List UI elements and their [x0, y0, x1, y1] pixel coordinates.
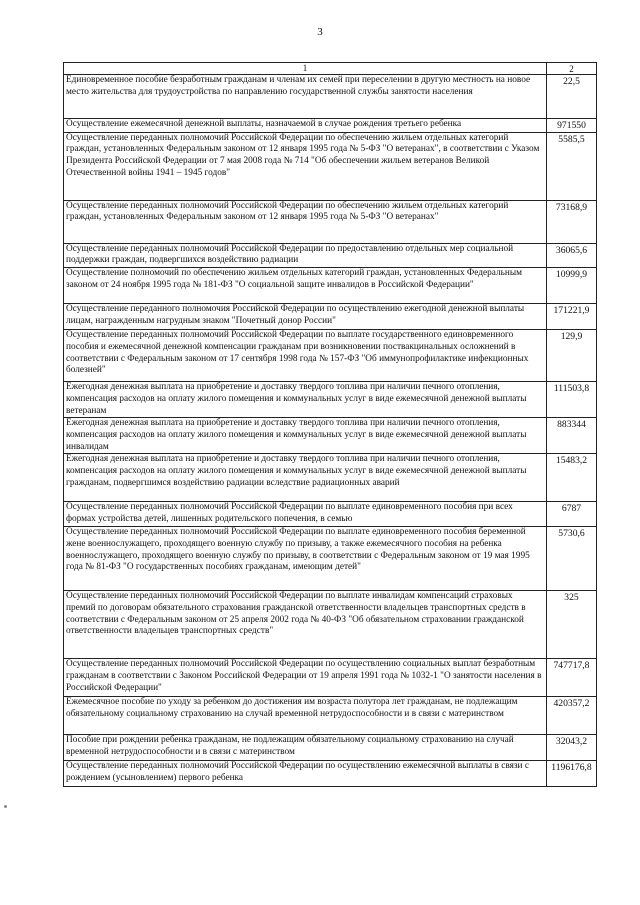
table-row	[64, 382, 597, 418]
table-row	[64, 591, 597, 659]
row-description: Осуществление переданных полномочий Российской Федерации по предоставлению отдельных мер социальной поддержки граждан, подвергшихся воздействию радиации	[64, 243, 547, 267]
table-row	[64, 659, 597, 697]
row-description: Осуществление переданных полномочий Российской Федерации по осуществлению ежемесячной выплаты в связи с рождением (усыновлением) первого ребенка	[64, 761, 547, 787]
table-row	[64, 527, 597, 591]
scan-speck	[4, 805, 7, 808]
row-value: 325	[547, 591, 597, 659]
page-number: 3	[317, 26, 323, 38]
row-description: Осуществление переданных полномочий Российской Федерации по выплате единовременного пособия беременной жене военнослужащего, проходящего военную службу по призыву, а также ежемесячного пособия на ребенка военнослужащего, проходящего военную службу по призыву, в соответствии с Федеральным законом от 19 мая 1995 года № 81-ФЗ "О государственных пособиях гражданам, имеющим детей"	[64, 527, 547, 591]
row-value: 73168,9	[547, 200, 597, 243]
table-row	[64, 75, 597, 119]
row-value: 883344	[547, 418, 597, 454]
table-row	[64, 132, 597, 200]
row-description: Осуществление переданных полномочий Российской Федерации по обеспечению жильем отдельных категорий граждан, установленных Федеральным законом от 12 января 1995 года № 5-ФЗ "О ветеранах"	[64, 200, 547, 243]
table-row	[64, 243, 597, 267]
table-row	[64, 330, 597, 382]
table-row	[64, 502, 597, 527]
row-description: Осуществление переданного полномочия Российской Федерации по осуществлению ежегодной денежной выплаты лицам, награжденным нагрудным знаком "Почетный донор России"	[64, 304, 547, 330]
row-description: Единовременное пособие безработным гражданам и членам их семей при переселении в другую местность на новое место жительства для трудоустройства по направлению государственной службы занятости населения	[64, 75, 547, 119]
table-row	[64, 304, 597, 330]
table-row	[64, 735, 597, 761]
row-value: 5585,5	[547, 132, 597, 200]
row-description: Осуществление переданных полномочий Российской Федерации по выплате государственного единовременного пособия и ежемесячной денежной компенсации гражданам при возникновении поствакцинальных осложнений в соответствии с Федеральным законом от 17 сентября 1998 года № 157-ФЗ "Об иммунопрофилактике инфекционных болезней"	[64, 330, 547, 382]
column-2-header: 2	[547, 63, 597, 75]
table-row	[64, 761, 597, 787]
row-description: Осуществление переданных полномочий Российской Федерации по выплате единовременного пособия при всех формах устройства детей, лишенных родительского попечения, в семью	[64, 502, 547, 527]
row-description: Осуществление ежемесячной денежной выплаты, назначаемой в случае рождения третьего ребенка	[64, 119, 547, 133]
row-description: Осуществление переданных полномочий Российской Федерации по обеспечению жильем отдельных категорий граждан, установленных Федеральным законом от 12 января 1995 года № 5-ФЗ "О ветеранах", в соответствии с Указом Президента Российской Федерации от 7 мая 2008 года № 714 "Об обеспечении жильем ветеранов Великой Отечественной войны 1941 – 1945 годов"	[64, 132, 547, 200]
row-description: Ежемесячное пособие по уходу за ребенком до достижения им возраста полутора лет гражданам, не подлежащим обязательному социальному страхованию на случай временной нетрудоспособности и в связи с материнством	[64, 697, 547, 735]
row-value: 111503,8	[547, 382, 597, 418]
row-value: 22,5	[547, 75, 597, 119]
row-description: Ежегодная денежная выплата на приобретение и доставку твердого топлива при наличии печного отопления, компенсация расходов на оплату жилого помещения и коммунальных услуг в виде ежемесячной денежной выплаты инвалидам	[64, 418, 547, 454]
table-row	[64, 268, 597, 304]
row-value: 36065,6	[547, 243, 597, 267]
row-value: 6787	[547, 502, 597, 527]
row-value: 420357,2	[547, 697, 597, 735]
row-value: 129,9	[547, 330, 597, 382]
table-row	[64, 454, 597, 502]
table-row	[64, 200, 597, 243]
row-description: Пособие при рождении ребенка гражданам, не подлежащим обязательному социальному страхованию на случай временной нетрудоспособности и в связи с материнством	[64, 735, 547, 761]
table-row	[64, 418, 597, 454]
column-1-header: 1	[64, 63, 547, 75]
row-value: 15483,2	[547, 454, 597, 502]
budget-table	[63, 62, 597, 787]
row-value: 971550	[547, 119, 597, 133]
row-value: 747717,8	[547, 659, 597, 697]
row-description: Осуществление переданных полномочий Российской Федерации по осуществлению социальных выплат безработным гражданам в соответствии с Законом Российской Федерации от 19 апреля 1991 года № 1032-1 "О занятости населения в Российской Федерации"	[64, 659, 547, 697]
row-description: Ежегодная денежная выплата на приобретение и доставку твердого топлива при наличии печного отопления, компенсация расходов на оплату жилого помещения и коммунальных услуг в виде ежемесячной денежной выплаты гражданам, подвергшимся воздействию радиации вследствие радиационных аварий	[64, 454, 547, 502]
row-description: Ежегодная денежная выплата на приобретение и доставку твердого топлива при наличии печного отопления, компенсация расходов на оплату жилого помещения и коммунальных услуг в виде ежемесячной денежной выплаты ветеранам	[64, 382, 547, 418]
row-value: 32043,2	[547, 735, 597, 761]
table-header-row	[64, 63, 597, 75]
table-row	[64, 697, 597, 735]
row-value: 171221,9	[547, 304, 597, 330]
row-value: 1196176,8	[547, 761, 597, 787]
row-description: Осуществление полномочий по обеспечению жильем отдельных категорий граждан, установленных Федеральным законом от 24 ноября 1995 года № 181-ФЗ "О социальной защите инвалидов в Российской Федерации"	[64, 268, 547, 304]
row-value: 5730,6	[547, 527, 597, 591]
row-value: 10999,9	[547, 268, 597, 304]
row-description: Осуществление переданных полномочий Российской Федерации по выплате инвалидам компенсаций страховых премий по договорам обязательного страхования гражданской ответственности владельцев транспортных средств в соответствии с Федеральным законом от 25 апреля 2002 года № 40-ФЗ "Об обязательном страховании гражданской ответственности владельцев транспортных средств"	[64, 591, 547, 659]
table-row	[64, 119, 597, 133]
